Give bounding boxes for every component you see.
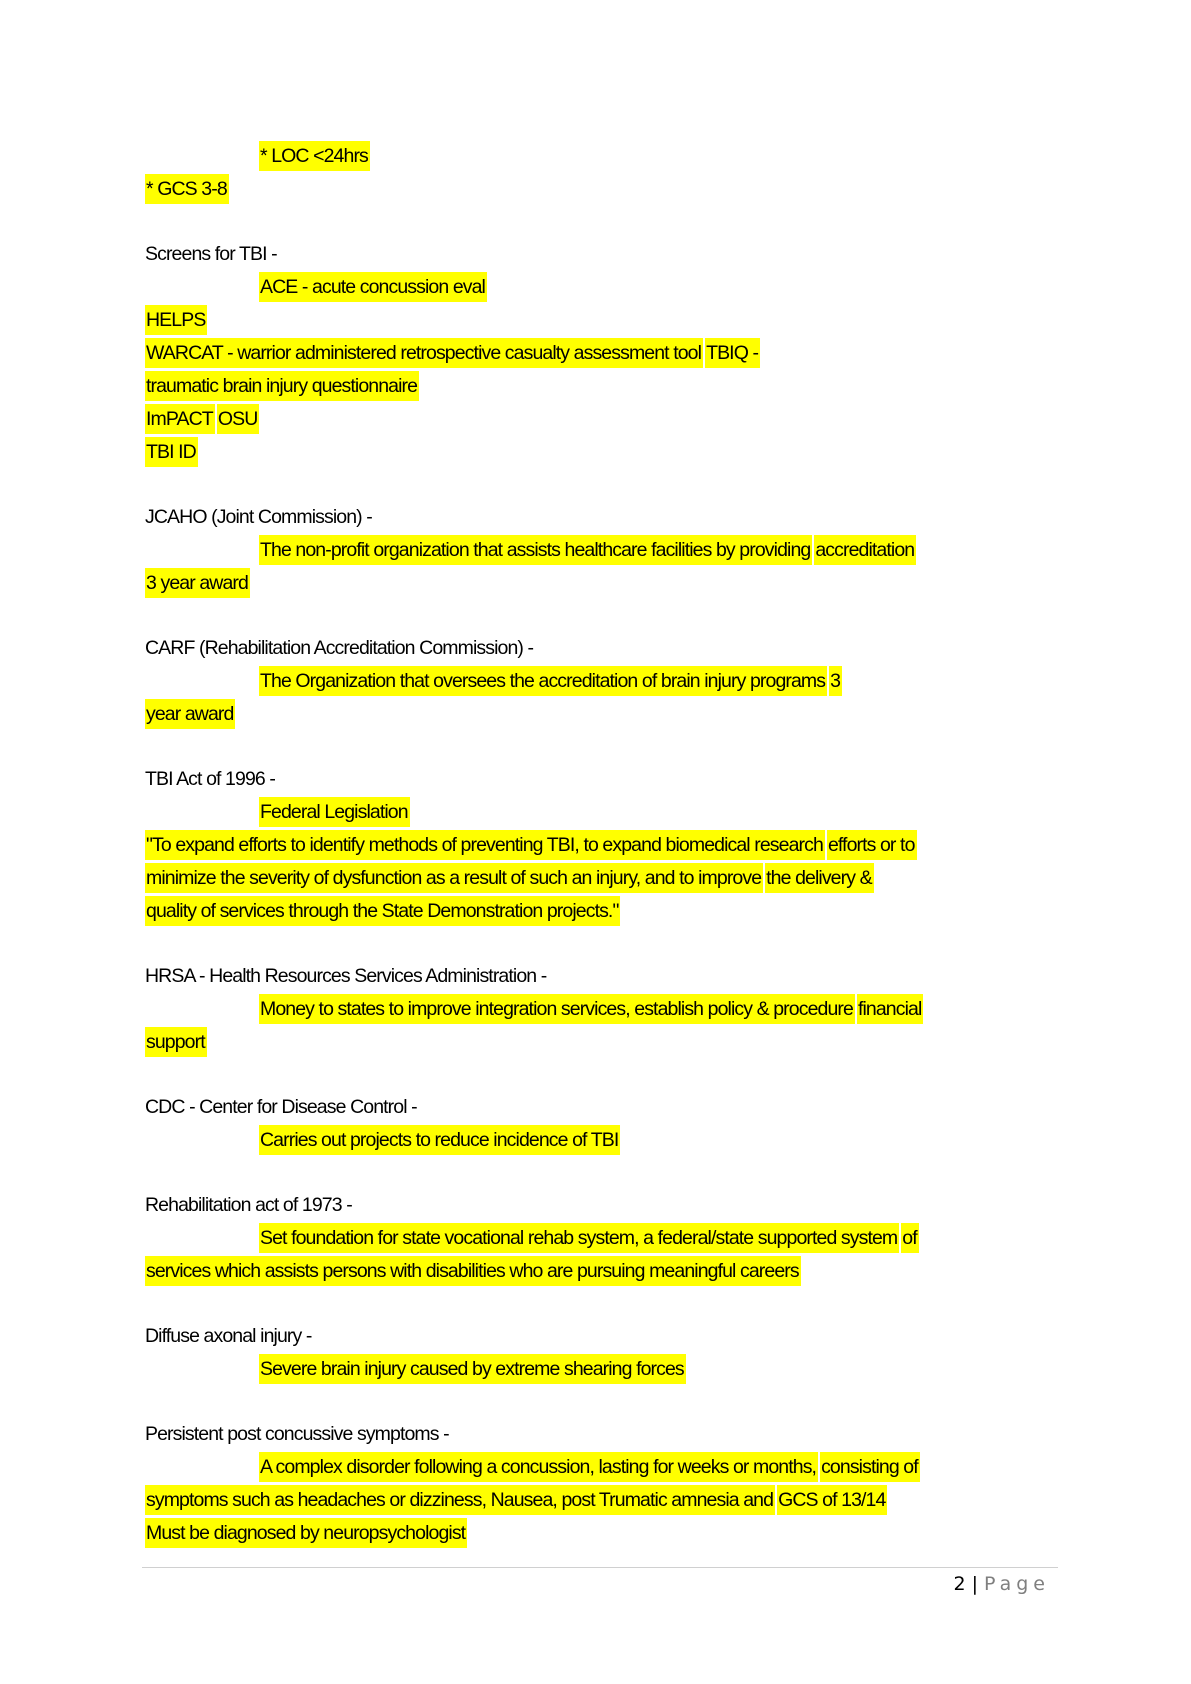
highlighted-text: symptoms such as headaches or dizziness, Nausea, post Trumatic amnesia and [145, 1485, 775, 1515]
highlighted-text: minimize the severity of dysfunction as a result of such an injury, and to improve [145, 863, 763, 893]
term-heading [145, 963, 546, 989]
definition-line [259, 1225, 921, 1251]
highlighted-text: Must be diagnosed by neuropsychologist [145, 1518, 467, 1548]
term-label: Screens for TBI - [145, 243, 277, 265]
highlighted-text: Federal Legislation [259, 797, 410, 827]
gcs-criterion [145, 176, 231, 202]
highlighted-text: accreditation [814, 535, 916, 565]
highlighted-text: efforts or to [827, 830, 917, 860]
page-number: 2 [953, 1573, 966, 1595]
definition-line [145, 832, 919, 858]
highlighted-text: The Organization that oversees the accreditation of brain injury programs [259, 666, 827, 696]
term-heading [145, 1094, 417, 1120]
page-footer [954, 1573, 1051, 1595]
term-heading [145, 1192, 352, 1218]
definition-line [259, 274, 489, 300]
page-word: Page [984, 1573, 1050, 1595]
term-heading [145, 766, 275, 792]
term-label: TBI Act of 1996 - [145, 768, 275, 790]
term-heading [145, 1323, 311, 1349]
highlighted-text: HELPS [145, 305, 207, 335]
definition-line [259, 1454, 922, 1480]
definition-line [145, 701, 237, 727]
highlighted-text: quality of services through the State Demonstration projects." [145, 896, 620, 926]
loc-criterion [259, 143, 372, 169]
definition-line [145, 865, 876, 891]
term-label: HRSA - Health Resources Services Administration - [145, 965, 547, 987]
highlighted-text: TBI ID [145, 437, 198, 467]
footer-divider [142, 1567, 1058, 1568]
highlighted-text: Set foundation for state vocational rehab system, a federal/state supported system [259, 1223, 899, 1253]
definition-line [259, 799, 412, 825]
term-heading [145, 504, 372, 530]
highlighted-text: * GCS 3-8 [145, 174, 229, 204]
highlighted-text: 3 year award [145, 568, 250, 598]
highlighted-text: of [901, 1223, 918, 1253]
footer-separator: | [971, 1573, 978, 1595]
highlighted-text: "To expand efforts to identify methods of preventing TBI, to expand biomedical research [145, 830, 825, 860]
highlighted-text: TBIQ - [705, 338, 760, 368]
term-label: Diffuse axonal injury - [145, 1325, 312, 1347]
definition-line [145, 340, 762, 366]
highlighted-text: OSU [217, 404, 260, 434]
highlighted-text: services which assists persons with disabilities who are pursuing meaningful careers [145, 1256, 801, 1286]
highlighted-text: Money to states to improve integration services, establish policy & procedure [259, 994, 855, 1024]
definition-line [259, 1127, 622, 1153]
term-label: CARF (Rehabilitation Accreditation Commission) - [145, 637, 534, 659]
term-label: CDC - Center for Disease Control - [145, 1096, 417, 1118]
highlighted-text: ACE - acute concussion eval [259, 272, 487, 302]
highlighted-text: The non-profit organization that assists healthcare facilities by providing [259, 535, 812, 565]
term-label: Persistent post concussive symptoms - [145, 1423, 449, 1445]
highlighted-text: ImPACT [145, 404, 215, 434]
highlighted-text: the delivery & [765, 863, 874, 893]
highlighted-text: 3 [829, 666, 842, 696]
term-heading [145, 1421, 449, 1447]
term-label: Rehabilitation act of 1973 - [145, 1194, 352, 1216]
definition-line [259, 668, 844, 694]
highlighted-text: consisting of [820, 1452, 920, 1482]
term-label: JCAHO (Joint Commission) - [145, 506, 372, 528]
definition-line [145, 898, 622, 924]
definition-line [145, 1520, 469, 1546]
definition-line [145, 439, 200, 465]
term-heading [145, 241, 277, 267]
definition-line [145, 1258, 803, 1284]
definition-line [259, 537, 918, 563]
definition-line [259, 996, 925, 1022]
definition-line [145, 307, 209, 333]
definition-line [145, 570, 252, 596]
term-heading [145, 635, 533, 661]
highlighted-text: GCS of 13/14 [777, 1485, 887, 1515]
highlighted-text: * LOC <24hrs [259, 141, 370, 171]
highlighted-text: financial [857, 994, 923, 1024]
highlighted-text: year award [145, 699, 235, 729]
definition-line [145, 1029, 209, 1055]
highlighted-text: A complex disorder following a concussion, lasting for weeks or months, [259, 1452, 818, 1482]
highlighted-text: traumatic brain injury questionnaire [145, 371, 419, 401]
highlighted-text: WARCAT - warrior administered retrospective casualty assessment tool [145, 338, 703, 368]
definition-line [145, 406, 261, 432]
highlighted-text: support [145, 1027, 207, 1057]
definition-line [259, 1356, 688, 1382]
highlighted-text: Severe brain injury caused by extreme shearing forces [259, 1354, 686, 1384]
definition-line [145, 373, 421, 399]
definition-line [145, 1487, 889, 1513]
highlighted-text: Carries out projects to reduce incidence of TBI [259, 1125, 620, 1155]
